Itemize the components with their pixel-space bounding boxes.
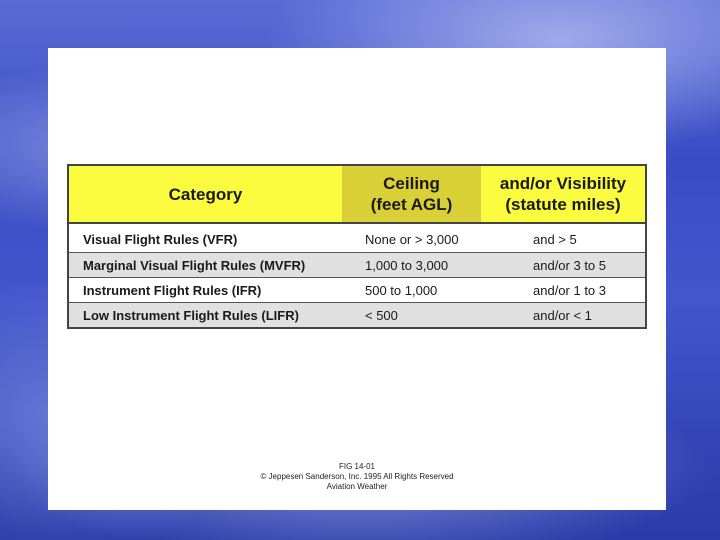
ceiling-cell: 1,000 to 3,000 <box>342 253 481 278</box>
visibility-cell: and > 5 <box>533 231 577 247</box>
table-row <box>68 253 646 278</box>
ceiling-cell: None or > 3,000 <box>365 231 459 247</box>
visibility-cell: and/or 3 to 5 <box>481 253 646 278</box>
header-ceiling-line1: Ceiling <box>383 174 440 193</box>
header-ceiling <box>342 165 481 223</box>
table-header-row <box>68 165 646 223</box>
ceiling-cell: < 500 <box>342 303 481 329</box>
header-category <box>68 165 342 223</box>
ceiling-cell: 500 to 1,000 <box>365 282 438 298</box>
category-cell: Marginal Visual Flight Rules (MVFR) <box>68 253 342 278</box>
header-category-label: Category <box>168 184 243 204</box>
figure-caption <box>48 462 666 492</box>
category-cell: Instrument Flight Rules (IFR) <box>83 282 262 298</box>
table-row <box>68 223 646 253</box>
visibility-cell: and/or < 1 <box>481 303 646 329</box>
source-title: Aviation Weather <box>326 482 388 491</box>
header-ceiling-line2: (feet AGL) <box>370 195 453 214</box>
flight-category-table <box>67 164 647 329</box>
visibility-cell: and/or 1 to 3 <box>533 282 606 298</box>
category-cell: Low Instrument Flight Rules (LIFR) <box>68 303 342 329</box>
header-visibility-line1: and/or Visibility <box>499 174 627 193</box>
copyright-notice: © Jeppesen Sanderson, Inc. 1995 All Rights Reserved <box>260 472 454 481</box>
category-cell: Visual Flight Rules (VFR) <box>83 231 238 247</box>
table-row <box>68 278 646 303</box>
table-row <box>68 303 646 329</box>
slide-panel <box>48 48 666 510</box>
header-visibility <box>481 165 646 223</box>
header-visibility-line2: (statute miles) <box>505 195 621 214</box>
figure-number: FIG 14-01 <box>338 462 375 471</box>
